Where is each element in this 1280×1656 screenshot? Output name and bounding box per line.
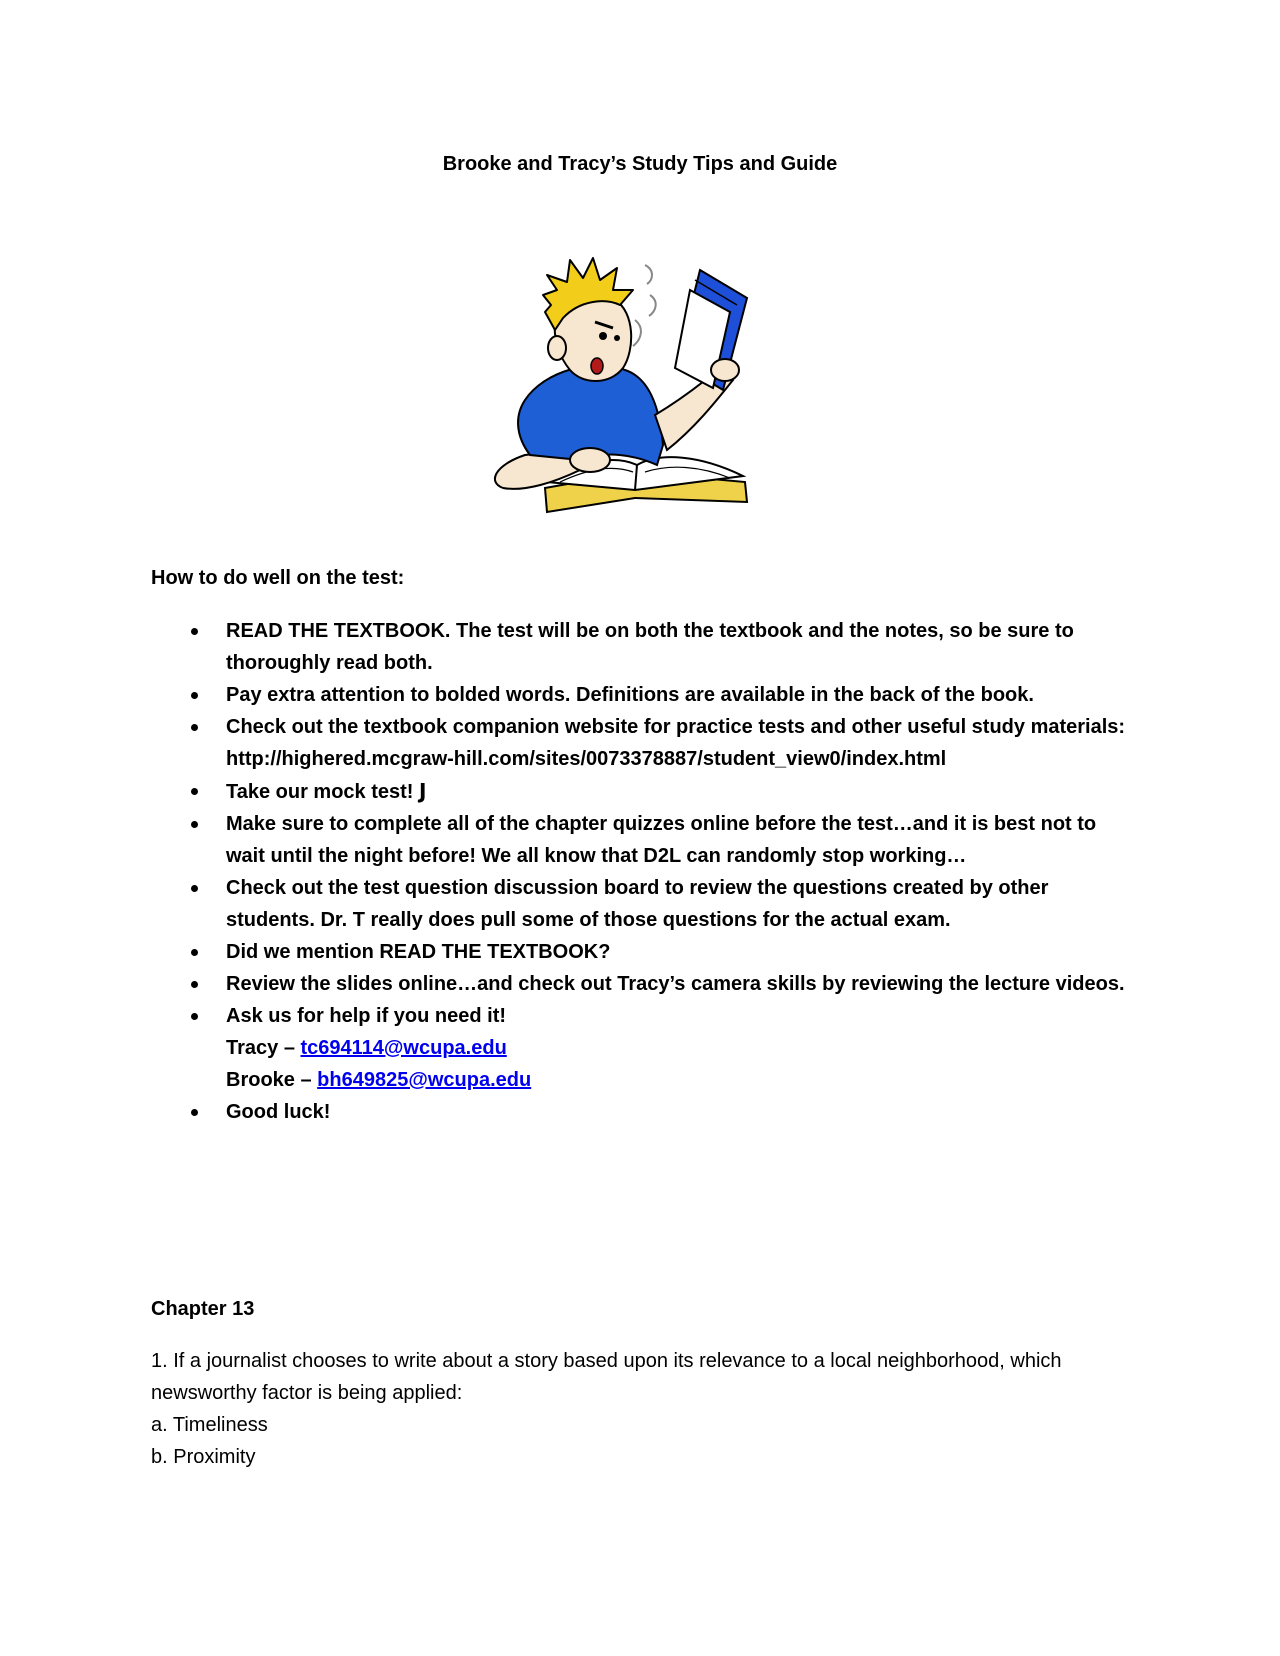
bullet-icon	[191, 1013, 198, 1020]
email-link-tracy[interactable]: tc694114@wcupa.edu	[300, 1037, 507, 1059]
tip-line: Check out the test question discussion board to review the questions created by other	[226, 877, 1049, 899]
contact-name: Brooke –	[226, 1069, 318, 1091]
list-item	[151, 808, 1141, 872]
email-link-brooke[interactable]: bh649825@wcupa.edu	[317, 1069, 532, 1091]
tip-line: thoroughly read both.	[226, 652, 433, 674]
question-block	[151, 1345, 1141, 1473]
list-item	[151, 1096, 1141, 1128]
companion-website-url: http://highered.mcgraw-hill.com/sites/0073378887/student_view0/index.html	[226, 748, 947, 770]
answer-option: a. Timeliness	[151, 1414, 268, 1436]
question-text: 1. If a journalist chooses to write about a story based upon its relevance to a local neighborhood, which	[151, 1350, 1062, 1372]
bullet-icon	[191, 788, 198, 795]
tip-line: Take our mock test!	[226, 781, 420, 803]
question-text: newsworthy factor is being applied:	[151, 1382, 463, 1404]
list-item	[151, 679, 1141, 711]
student-reading-illustration	[485, 250, 795, 540]
tip-line: READ THE TEXTBOOK. The test will be on both the textbook and the notes, so be sure to	[226, 620, 1074, 642]
tip-line: Review the slides online…and check out Tracy’s camera skills by reviewing the lecture videos.	[226, 973, 1125, 995]
list-item	[151, 775, 1141, 808]
list-item	[151, 968, 1141, 1000]
tip-line: Did we mention READ THE TEXTBOOK?	[226, 941, 611, 963]
tip-line: Pay extra attention to bolded words. Definitions are available in the back of the book.	[226, 684, 1034, 706]
bullet-icon	[191, 1109, 198, 1116]
chapter-heading: Chapter 13	[151, 1298, 255, 1320]
list-item	[151, 936, 1141, 968]
bullet-icon	[191, 981, 198, 988]
tip-line: Make sure to complete all of the chapter quizzes online before the test…and it is best not to	[226, 813, 1097, 835]
list-item	[151, 711, 1141, 775]
bullet-icon	[191, 724, 198, 731]
list-item	[151, 872, 1141, 936]
tip-line: students. Dr. T really does pull some of those questions for the actual exam.	[226, 909, 951, 931]
list-item	[151, 1000, 1141, 1096]
tips-heading: How to do well on the test:	[151, 567, 405, 589]
bullet-icon	[191, 885, 198, 892]
bullet-icon	[191, 949, 198, 956]
contact-tracy	[226, 1032, 1141, 1064]
tip-line: Good luck!	[226, 1101, 331, 1123]
bullet-icon	[191, 821, 198, 828]
answer-option: b. Proximity	[151, 1446, 256, 1468]
tips-list	[151, 615, 1141, 1128]
tip-line: Check out the textbook companion website for practice tests and other useful study materials:	[226, 716, 1126, 738]
tip-line: Ask us for help if you need it!	[226, 1005, 507, 1027]
smiley-glyph: J	[419, 779, 427, 803]
tip-line: wait until the night before! We all know that D2L can randomly stop working…	[226, 845, 967, 867]
contact-name: Tracy –	[226, 1037, 301, 1059]
bullet-icon	[191, 692, 198, 699]
list-item	[151, 615, 1141, 679]
contact-brooke	[226, 1064, 1141, 1096]
bullet-icon	[191, 628, 198, 635]
page-title: Brooke and Tracy’s Study Tips and Guide	[442, 153, 838, 175]
